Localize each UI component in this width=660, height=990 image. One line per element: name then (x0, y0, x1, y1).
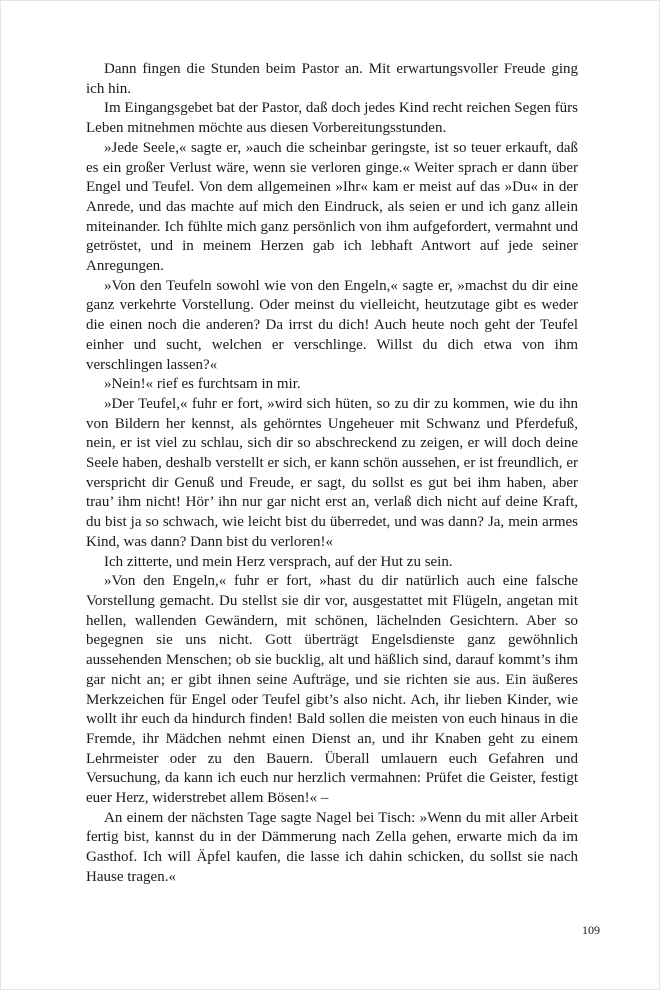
paragraph: »Jede Seele,« sagte er, »auch die scheinbar geringste, ist so teuer erkauft, daß es ein großer Verlust wäre, wenn sie verloren ginge.« Weiter sprach er dann über Engel und Teufel. Von dem allgemeinen »Ihr« kam er meist auf das »Du« in der Anrede, und das machte auf mich den Eindruck, als seien er und ich ganz allein miteinander. Ich fühlte mich ganz persönlich von ihm aufgefordert, vermahnt und getröstet, und in meinem Herzen gab ich lebhaft Antwort auf jede seiner Anregungen. (86, 139, 578, 275)
paragraph: Dann fingen die Stunden beim Pastor an. Mit erwartungsvoller Freude ging ich hin. (86, 61, 578, 97)
paragraph: Im Eingangsgebet bat der Pastor, daß doch jedes Kind recht reichen Segen fürs Leben mitnehmen möchte aus diesen Vorbereitungsstunden. (86, 100, 578, 137)
paragraph: »Von den Teufeln sowohl wie von den Engeln,« sagte er, »machst du dir eine ganz verkehrte Vorstellung. Oder meinst du vielleicht, heutzutage gibt es weder die einen noch die anderen? Da irrst du dich! Auch heute noch geht der Teufel einher und sucht, welchen er verschlinge. Willst du dich etwa von ihm verschlingen lassen?« (86, 277, 578, 373)
paragraph: »Der Teufel,« fuhr er fort, »wird sich hüten, so zu dir zu kommen, wie du ihn von Bildern her kennst, als gehörntes Ungeheuer mit Schwanz und Pferdefuß, nein, er ist viel zu schlau, sich dir so abschreckend zu zeigen, er will doch deine Seele haben, deshalb verstellt er sich, er kann schön aussehen, er ist freundlich, er verspricht dir Genuß und Freude, er sagt, du sollst es gut bei ihm haben, aber trau’ ihm nicht! Hör’ ihn nur gar nicht erst an, verlaß dich nicht auf deine Kraft, du bist ja so schwach, wie leicht bist du überredet, und was dann? Ja, mein armes Kind, was dann? Dann bist du verloren!« (86, 395, 578, 550)
page-number: 109 (582, 923, 600, 937)
paragraph: »Von den Engeln,« fuhr er fort, »hast du dir natürlich auch eine falsche Vorstellung gemacht. Du stellst sie dir vor, ausgestattet mit Flügeln, angetan mit hellen, wallenden Gewändern, mit schönen, lächelnden Gesichtern. Aber so begegnen sie uns nicht. Gott überträgt Engelsdienste ganz gewöhnlich aussehenden Menschen; ob sie bucklig, alt und häßlich sind, darauf kommt’s ihm gar nicht an; er gibt ihnen seine Aufträge, und sie richten sie aus. Ein äußeres Merkzeichen für Engel oder Teufel gibt’s also nicht. Ach, ihr lieben Kinder, wie wollt ihr euch da hindurch finden! Bald sollen die meisten von euch hinaus in die Fremde, ihr Mädchen nehmt einen Dienst an, und ihr Knaben geht zu einem Lehrmeister oder zu den Bauern. Überall umlauern euch Gefahren und Versuchung, da kann ich euch nur herzlich vermahnen: Prüfet die Geister, festigt euer Herz, widerstrebet allem Bösen!« – (86, 573, 578, 807)
page-text (86, 60, 578, 888)
paragraph: Ich zitterte, und mein Herz versprach, auf der Hut zu sein. (104, 553, 453, 570)
paragraph: An einem der nächsten Tage sagte Nagel bei Tisch: »Wenn du mit aller Arbeit fertig bist, kannst du in der Dämmerung nach Zella gehen, erwarte mich da im Gasthof. Ich will Äpfel kaufen, die lasse ich dahin schicken, du sollst sie nach Hause tragen.« (86, 809, 578, 885)
paragraph: »Nein!« rief es furchtsam in mir. (104, 376, 301, 393)
